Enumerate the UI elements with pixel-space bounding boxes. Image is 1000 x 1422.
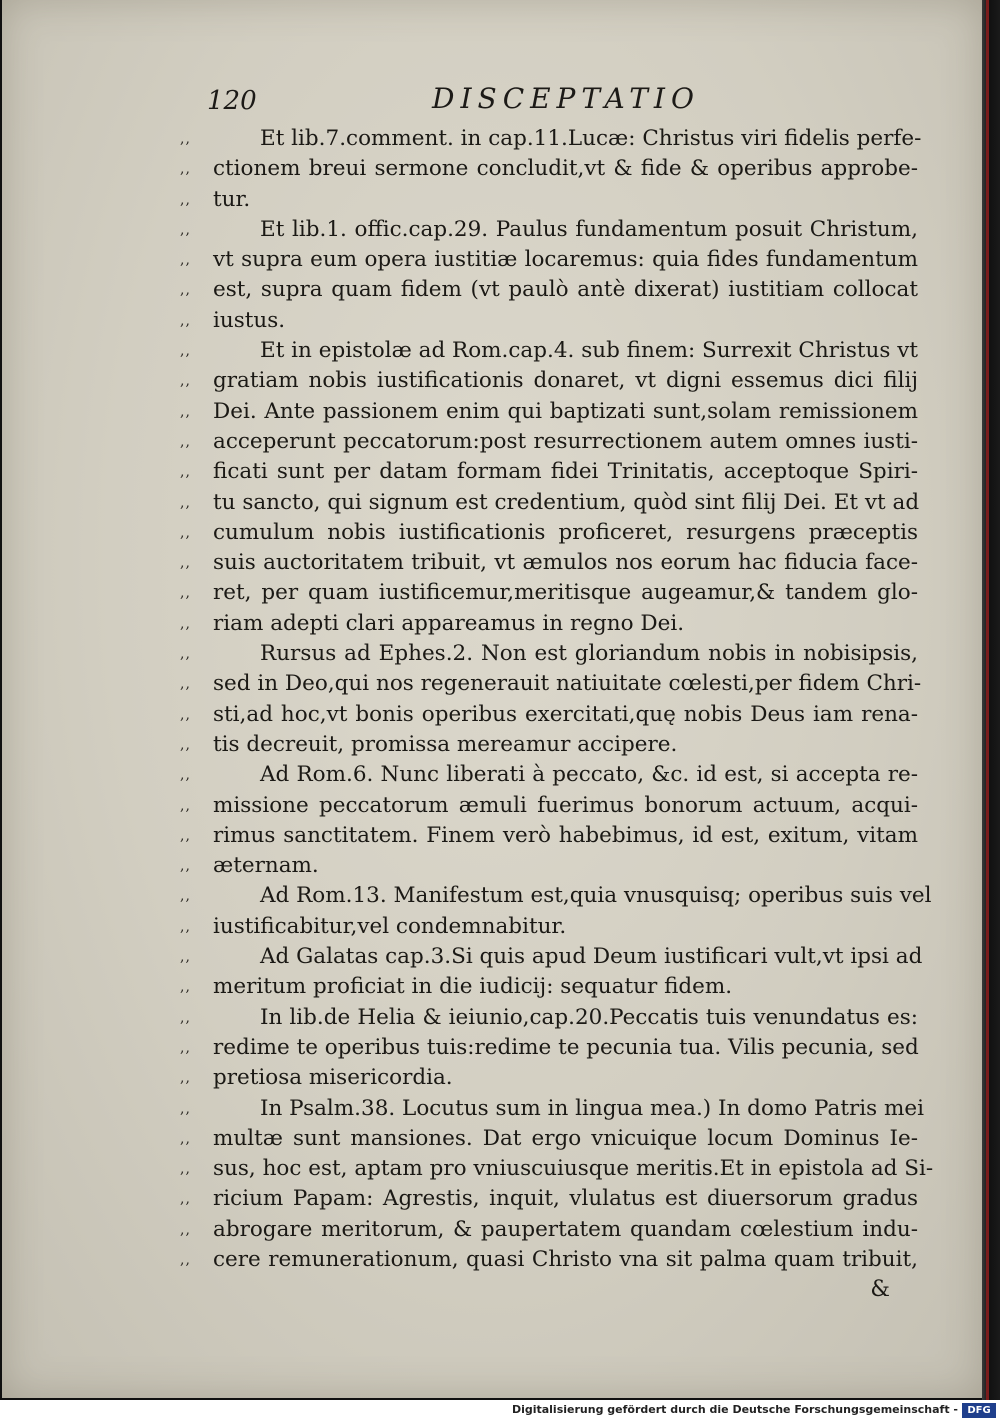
quotation-mark: ,,: [180, 646, 191, 663]
line-text: Rursus ad Ephes.2. Non est gloriandum nobis in nobisipsis,: [260, 641, 918, 667]
text-line: [180, 851, 920, 881]
line-text: Et lib.1. offic.cap.29. Paulus fundamentum posuit Christum,: [260, 216, 918, 242]
text-line: [180, 215, 920, 245]
line-text: ctionem breui sermone concludit,vt & fide & operibus approbe-: [213, 156, 918, 182]
body-text: [180, 124, 934, 1305]
quotation-mark: ,,: [180, 131, 191, 147]
text-line: [180, 1245, 920, 1275]
text-line: [180, 1215, 920, 1245]
quotation-mark: ,,: [180, 1221, 191, 1238]
text-line: [180, 154, 920, 184]
text-line: [180, 397, 920, 427]
text-line: [180, 548, 920, 578]
line-text: abrogare meritorum, & paupertatem quandam cœlestium indu-: [213, 1216, 918, 1242]
line-text: tu sancto, qui signum est credentium, quòd sint filij Dei. Et vt ad: [213, 489, 920, 515]
text-line: [180, 821, 920, 851]
quotation-mark: ,,: [180, 373, 191, 390]
text-line: [180, 639, 920, 669]
text-line: [180, 336, 920, 366]
line-text: riam adepti clari appareamus in regno Dei.: [213, 610, 685, 636]
quotation-mark: ,,: [180, 858, 191, 875]
quotation-mark: ,,: [180, 1191, 191, 1208]
quotation-mark: ,,: [180, 343, 191, 360]
line-text: tur.: [213, 186, 251, 212]
text-line: [180, 245, 920, 275]
text-line: [180, 275, 920, 305]
text-line: [180, 881, 932, 911]
text-line: [180, 972, 920, 1002]
quotation-mark: ,,: [180, 555, 191, 572]
line-text: vt supra eum opera iustitiæ locaremus: quia fides fundamentum: [213, 247, 918, 273]
line-text: redime te operibus tuis:redime te pecunia tua. Vilis pecunia, sed: [213, 1034, 919, 1060]
quotation-mark: ,,: [180, 161, 191, 178]
text-line: [180, 1184, 920, 1214]
line-text: est, supra quam fidem (vt paulò antè dixerat) iustitiam collocat: [213, 277, 918, 303]
quotation-mark: ,,: [180, 706, 191, 723]
text-line: [180, 1094, 925, 1124]
quotation-mark: ,,: [180, 403, 191, 420]
text-line: [180, 518, 920, 548]
text-line: [180, 669, 920, 699]
text-line: [180, 1033, 920, 1063]
text-line: [180, 1124, 920, 1154]
text-line: [180, 578, 920, 608]
quotation-mark: ,,: [180, 282, 191, 299]
catchword-line: [180, 1275, 920, 1305]
quotation-mark: ,,: [180, 1070, 191, 1087]
line-text: iustus.: [213, 307, 286, 333]
quotation-mark: ,,: [180, 191, 191, 208]
line-text: In lib.de Helia & ieiunio,cap.20.Peccatis tuis venundatus es:: [260, 1004, 918, 1030]
text-line: [180, 791, 920, 821]
page-number: 120: [207, 86, 257, 116]
digitization-footer: [0, 1400, 1000, 1422]
text-line: [180, 912, 920, 942]
binding-stripe: [986, 0, 989, 1400]
quotation-mark: ,,: [180, 1130, 191, 1147]
binding-edge: [982, 0, 1000, 1400]
quotation-mark: ,,: [180, 494, 191, 511]
quotation-mark: ,,: [180, 767, 191, 784]
line-text: Ad Galatas cap.3.Si quis apud Deum iustificari vult,vt ipsi ad: [260, 944, 923, 970]
text-line: [180, 609, 920, 639]
line-text: meritum proficiat in die iudicij: sequatur fidem.: [213, 974, 733, 1000]
line-text: In Psalm.38. Locutus sum in lingua mea.) In domo Patris mei: [260, 1095, 925, 1121]
line-text: sus, hoc est, aptam pro vniuscuiusque meritis.Et in epistola ad Si-: [213, 1156, 934, 1182]
line-text: ret, per quam iustificemur,meritisque augeamur,& tandem glo-: [213, 580, 918, 606]
quotation-mark: ,,: [180, 676, 191, 693]
text-line: [180, 942, 923, 972]
line-text: tis decreuit, promissa mereamur accipere.: [213, 731, 678, 757]
quotation-mark: ,,: [180, 736, 191, 753]
page-header: [2, 80, 982, 120]
quotation-mark: ,,: [180, 827, 191, 844]
text-line: [180, 457, 920, 487]
book-page: [2, 0, 982, 1398]
quotation-mark: ,,: [180, 1161, 191, 1178]
quotation-mark: ,,: [180, 464, 191, 481]
line-text: sed in Deo,qui nos regenerauit natiuitate cœlesti,per fidem Chri-: [213, 671, 922, 697]
text-line: [180, 124, 920, 154]
text-line: [180, 700, 920, 730]
text-line: [180, 427, 920, 457]
line-text: ficati sunt per datam formam fidei Trinitatis, acceptoque Spiri-: [213, 459, 918, 485]
catchword: &: [870, 1277, 890, 1303]
line-text: cumulum nobis iustificationis proficeret, resurgens præceptis: [213, 519, 918, 545]
line-text: Et lib.7.comment. in cap.11.Lucæ: Christus viri fidelis perfe-: [260, 126, 922, 151]
quotation-mark: ,,: [180, 1039, 191, 1056]
quotation-mark: ,,: [180, 252, 191, 269]
quotation-mark: ,,: [180, 524, 191, 541]
line-text: ricium Papam: Agrestis, inquit, vlulatus est diuersorum gradus: [213, 1186, 918, 1212]
line-text: Dei. Ante passionem enim qui baptizati sunt,solam remissionem: [213, 398, 918, 424]
line-text: multæ sunt mansiones. Dat ergo vnicuique locum Dominus Ie-: [213, 1125, 918, 1151]
line-text: Ad Rom.13. Manifestum est,quia vnusquisq; operibus suis vel: [260, 883, 932, 909]
line-text: æternam.: [213, 853, 319, 879]
text-line: [180, 1063, 920, 1093]
quotation-mark: ,,: [180, 433, 191, 450]
text-line: [180, 366, 920, 396]
running-title: DISCEPTATIO: [432, 82, 700, 115]
line-text: Ad Rom.6. Nunc liberati à peccato, &c. id est, si accepta re-: [260, 762, 918, 788]
quotation-mark: ,,: [180, 1251, 191, 1268]
quotation-mark: ,,: [180, 1009, 191, 1026]
line-text: sti,ad hoc,vt bonis operibus exercitati,quę nobis Deus iam rena-: [213, 701, 918, 727]
quotation-mark: ,,: [180, 615, 191, 632]
text-line: [180, 306, 920, 336]
text-line: [180, 730, 920, 760]
line-text: acceperunt peccatorum:post resurrectionem autem omnes iusti-: [213, 428, 918, 454]
quotation-mark: ,,: [180, 221, 191, 238]
line-text: rimus sanctitatem. Finem verò habebimus, id est, exitum, vitam: [213, 822, 918, 848]
text-line: [180, 760, 920, 790]
quotation-mark: ,,: [180, 585, 191, 602]
line-text: suis auctoritatem tribuit, vt æmulos nos eorum hac fiducia face-: [213, 550, 918, 576]
dfg-logo: DFG: [962, 1403, 996, 1418]
quotation-mark: ,,: [180, 949, 191, 966]
quotation-mark: ,,: [180, 979, 191, 996]
line-text: Et in epistolæ ad Rom.cap.4. sub finem: Surrexit Christus vt: [260, 338, 919, 364]
line-text: iustificabitur,vel condemnabitur.: [213, 913, 567, 939]
quotation-mark: ,,: [180, 1100, 191, 1117]
quotation-mark: ,,: [180, 888, 191, 905]
quotation-mark: ,,: [180, 312, 191, 329]
line-text: pretiosa misericordia.: [213, 1065, 453, 1091]
text-line: [180, 1154, 934, 1184]
footer-credit: Digitalisierung gefördert durch die Deutsche Forschungsgemeinschaft -: [511, 1403, 958, 1416]
line-text: gratiam nobis iustificationis donaret, vt digni essemus dici filij: [213, 368, 918, 394]
text-line: [180, 488, 920, 518]
quotation-mark: ,,: [180, 918, 191, 935]
line-text: missione peccatorum æmuli fuerimus bonorum actuum, acqui-: [213, 792, 918, 818]
text-line: [180, 185, 920, 215]
text-line: [180, 1003, 920, 1033]
line-text: cere remunerationum, quasi Christo vna sit palma quam tribuit,: [213, 1246, 918, 1272]
quotation-mark: ,,: [180, 797, 191, 814]
